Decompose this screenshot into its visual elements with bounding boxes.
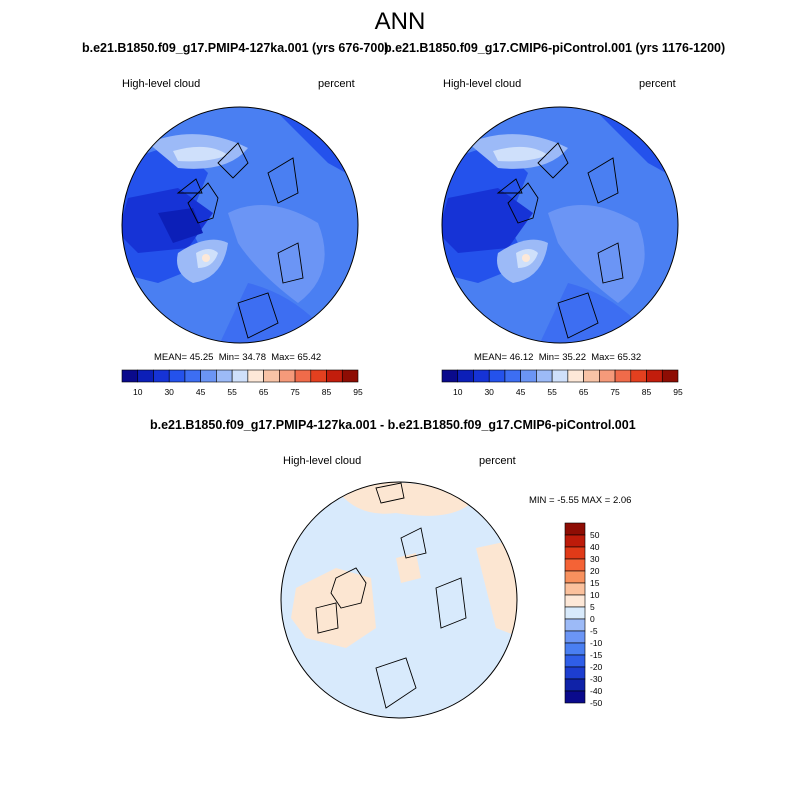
- colorbar-label: 55: [227, 387, 237, 397]
- colorbar-swatch: [565, 667, 585, 679]
- colorbar-swatch: [169, 370, 185, 382]
- colorbar-label: -30: [590, 674, 603, 684]
- colorbar-swatch: [631, 370, 647, 382]
- colorbar-swatch: [584, 370, 600, 382]
- colorbar-swatch: [185, 370, 201, 382]
- colorbar-label: 5: [590, 602, 595, 612]
- colorbar-label: 75: [290, 387, 300, 397]
- colorbar-swatch: [248, 370, 264, 382]
- colorbar-swatch: [568, 370, 584, 382]
- panel1-stats: MEAN= 45.25 Min= 34.78 Max= 65.42: [154, 352, 322, 363]
- diff-polar-map: [276, 478, 522, 722]
- colorbar-swatch: [565, 595, 585, 607]
- colorbar-label: 20: [590, 566, 600, 576]
- colorbar-label: 75: [610, 387, 620, 397]
- colorbar-label: -20: [590, 662, 603, 672]
- colorbar-label: -50: [590, 698, 603, 708]
- colorbar-swatch: [565, 571, 585, 583]
- colorbar-label: 45: [515, 387, 526, 397]
- panel2-colorbar: [440, 368, 683, 400]
- colorbar-label: 30: [484, 387, 494, 397]
- colorbar-swatch: [565, 547, 585, 559]
- diff-variable: High-level cloud: [283, 455, 362, 467]
- colorbar-swatch: [458, 370, 474, 382]
- colorbar-label: -15: [590, 650, 603, 660]
- colorbar-swatch: [473, 370, 489, 382]
- colorbar-label: 65: [258, 387, 269, 397]
- colorbar-swatch: [599, 370, 615, 382]
- colorbar-swatch: [311, 370, 327, 382]
- colorbar-swatch: [264, 370, 280, 382]
- panel2-stats: MEAN= 46.12 Min= 35.22 Max= 65.32: [474, 352, 642, 363]
- colorbar-label: -10: [590, 638, 603, 648]
- colorbar-swatch: [295, 370, 311, 382]
- colorbar-swatch: [138, 370, 154, 382]
- panel2-polar-map: [438, 103, 684, 347]
- colorbar-swatch: [342, 370, 358, 382]
- colorbar-label: 50: [590, 530, 600, 540]
- colorbar-label: 65: [578, 387, 589, 397]
- panel1-polar-map: [118, 103, 364, 347]
- colorbar-label: 85: [641, 387, 652, 397]
- colorbar-swatch: [505, 370, 521, 382]
- colorbar-swatch: [489, 370, 505, 382]
- colorbar-swatch: [442, 370, 458, 382]
- colorbar-label: 10: [452, 387, 463, 397]
- diff-colorbar: [560, 520, 620, 715]
- colorbar-swatch: [552, 370, 568, 382]
- panel2-variable: High-level cloud: [443, 78, 522, 90]
- colorbar-label: 0: [590, 614, 595, 624]
- panel1-title: b.e21.B1850.f09_g17.PMIP4-127ka.001 (yrs 676-700): [82, 41, 389, 55]
- diff-title: b.e21.B1850.f09_g17.PMIP4-127ka.001 - b.e21.B1850.f09_g17.CMIP6-piControl.001: [150, 418, 636, 432]
- panel1-units: percent: [318, 78, 355, 90]
- colorbar-swatch: [565, 523, 585, 535]
- colorbar-swatch: [615, 370, 631, 382]
- colorbar-swatch: [565, 535, 585, 547]
- colorbar-swatch: [201, 370, 217, 382]
- colorbar-swatch: [565, 643, 585, 655]
- diff-stats: MIN = -5.55 MAX = 2.06: [529, 495, 632, 506]
- colorbar-label: 85: [321, 387, 332, 397]
- colorbar-swatch: [536, 370, 552, 382]
- colorbar-label: 10: [132, 387, 143, 397]
- colorbar-swatch: [153, 370, 169, 382]
- colorbar-swatch: [327, 370, 343, 382]
- colorbar-label: 40: [590, 542, 600, 552]
- colorbar-label: 55: [547, 387, 557, 397]
- colorbar-label: 30: [590, 554, 600, 564]
- colorbar-swatch: [565, 679, 585, 691]
- colorbar-swatch: [122, 370, 138, 382]
- colorbar-swatch: [565, 619, 585, 631]
- panel1-colorbar: [120, 368, 363, 400]
- colorbar-swatch: [279, 370, 295, 382]
- colorbar-swatch: [647, 370, 663, 382]
- colorbar-swatch: [565, 691, 585, 703]
- colorbar-swatch: [565, 607, 585, 619]
- colorbar-swatch: [662, 370, 678, 382]
- page-title: ANN: [374, 8, 426, 35]
- panel2-units: percent: [639, 78, 676, 90]
- panel1-variable: High-level cloud: [122, 78, 201, 90]
- diff-units: percent: [479, 455, 516, 467]
- colorbar-swatch: [232, 370, 248, 382]
- colorbar-label: 95: [673, 387, 683, 397]
- colorbar-swatch: [565, 631, 585, 643]
- colorbar-label: 95: [353, 387, 363, 397]
- colorbar-swatch: [565, 583, 585, 595]
- colorbar-swatch: [565, 559, 585, 571]
- colorbar-label: -40: [590, 686, 603, 696]
- colorbar-swatch: [565, 655, 585, 667]
- colorbar-label: 15: [590, 578, 600, 588]
- colorbar-swatch: [216, 370, 232, 382]
- colorbar-label: 30: [164, 387, 174, 397]
- colorbar-label: 10: [590, 590, 600, 600]
- panel2-title: b.e21.B1850.f09_g17.CMIP6-piControl.001 (yrs 1176-1200): [384, 41, 726, 55]
- colorbar-label: -5: [590, 626, 598, 636]
- colorbar-swatch: [521, 370, 537, 382]
- colorbar-label: 45: [195, 387, 206, 397]
